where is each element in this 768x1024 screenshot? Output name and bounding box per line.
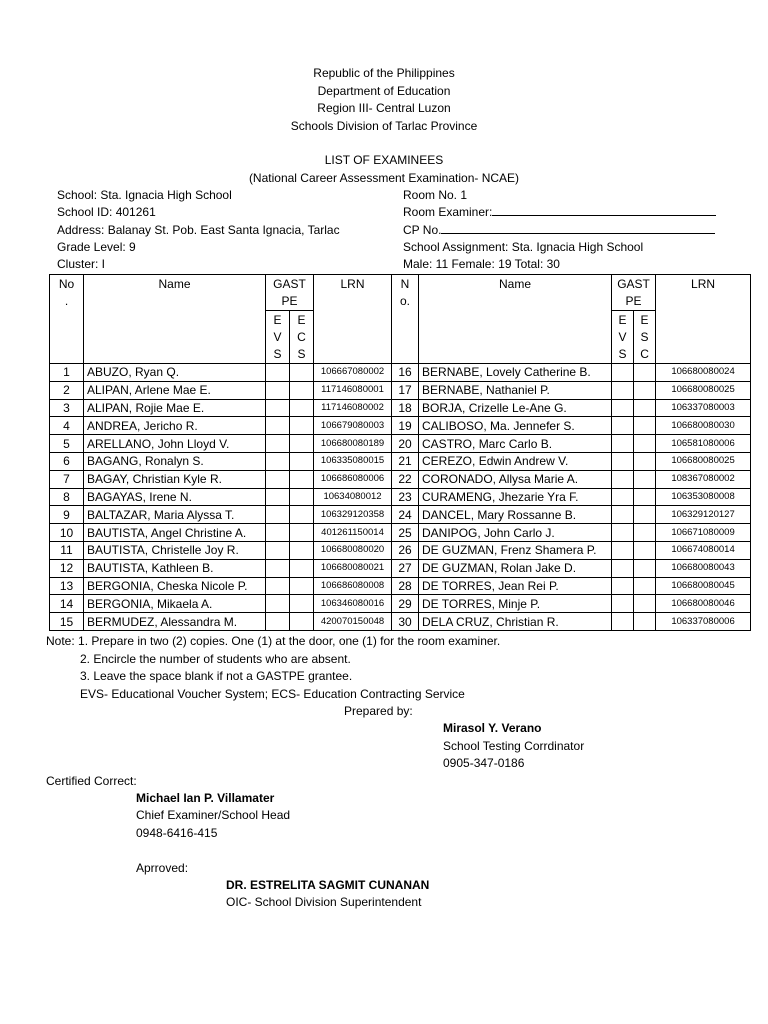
ecs-cell	[634, 381, 656, 399]
examinee-name: CASTRO, Marc Carlo B.	[419, 435, 612, 453]
evs-cell	[612, 399, 634, 417]
prepared-by-role: School Testing Corrdinator	[443, 739, 585, 753]
row-number: 23	[392, 488, 419, 506]
evs-cell	[266, 364, 290, 382]
examinee-name: BAUTISTA, Christelle Joy R.	[84, 541, 266, 559]
evs-cell	[266, 417, 290, 435]
row-number: 4	[50, 417, 84, 435]
header-ecs-left: E C S	[290, 311, 314, 364]
agency-line-deped: Department of Education	[317, 83, 451, 98]
row-number: 3	[50, 399, 84, 417]
ecs-cell	[290, 399, 314, 417]
examinee-name: DE GUZMAN, Frenz Shamera P.	[419, 541, 612, 559]
examinee-name: CURAMENG, Jhezarie Yra F.	[419, 488, 612, 506]
row-number: 6	[50, 452, 84, 470]
lrn-cell: 108367080002	[656, 470, 751, 488]
note-3: 3. Leave the space blank if not a GASTPE grantee.	[80, 669, 353, 683]
evs-cell	[266, 506, 290, 524]
examinee-name: DELA CRUZ, Christian R.	[419, 613, 612, 631]
row-number: 24	[392, 506, 419, 524]
examinee-name: BERGONIA, Cheska Nicole P.	[84, 577, 266, 595]
lrn-cell: 106680080189	[314, 435, 392, 453]
lrn-cell: 106680080043	[656, 559, 751, 577]
header-row-top	[50, 275, 751, 311]
row-number: 14	[50, 595, 84, 613]
table-row	[50, 452, 751, 470]
evs-cell	[612, 559, 634, 577]
note-legend: EVS- Educational Voucher System; ECS- Education Contracting Service	[80, 687, 465, 701]
header-evs-left: E V S	[266, 311, 290, 364]
evs-cell	[266, 541, 290, 559]
table-row	[50, 524, 751, 542]
lrn-cell: 106680080045	[656, 577, 751, 595]
row-number: 8	[50, 488, 84, 506]
table-row	[50, 470, 751, 488]
room-examiner-blank[interactable]	[492, 204, 716, 216]
evs-cell	[266, 613, 290, 631]
ecs-cell	[634, 613, 656, 631]
examinee-name: BERNABE, Nathaniel P.	[419, 381, 612, 399]
school-name: School: Sta. Ignacia High School	[57, 188, 232, 202]
row-number: 29	[392, 595, 419, 613]
row-number: 30	[392, 613, 419, 631]
document-subtitle: (National Career Assessment Examination- NCAE)	[248, 170, 520, 185]
evs-cell	[612, 613, 634, 631]
approved-name: DR. ESTRELITA SAGMIT CUNANAN	[226, 878, 430, 892]
evs-cell	[612, 524, 634, 542]
prepared-by-label: Prepared by:	[344, 704, 413, 718]
row-number: 16	[392, 364, 419, 382]
agency-line-division: Schools Division of Tarlac Province	[290, 118, 478, 133]
examinee-name: BAGAYAS, Irene N.	[84, 488, 266, 506]
table-row	[50, 417, 751, 435]
row-number: 9	[50, 506, 84, 524]
row-number: 18	[392, 399, 419, 417]
examinees-table	[49, 274, 751, 631]
evs-cell	[266, 399, 290, 417]
table-row	[50, 364, 751, 382]
evs-cell	[612, 595, 634, 613]
evs-cell	[612, 381, 634, 399]
examinee-name: ANDREA, Jericho R.	[84, 417, 266, 435]
examinee-name: BAUTISTA, Angel Christine A.	[84, 524, 266, 542]
lrn-cell: 106337080006	[656, 613, 751, 631]
prepared-by-name: Mirasol Y. Verano	[443, 721, 542, 735]
prepared-by-phone: 0905-347-0186	[443, 756, 525, 770]
ecs-cell	[290, 506, 314, 524]
lrn-cell: 106679080003	[314, 417, 392, 435]
examinee-name: BAUTISTA, Kathleen B.	[84, 559, 266, 577]
ecs-cell	[290, 595, 314, 613]
lrn-cell: 106581080006	[656, 435, 751, 453]
examinee-name: BALTAZAR, Maria Alyssa T.	[84, 506, 266, 524]
ecs-cell	[290, 613, 314, 631]
header-name-left: Name	[84, 275, 266, 364]
header-ecs-right: E S C	[634, 311, 656, 364]
room-number: Room No. 1	[403, 188, 468, 202]
ecs-cell	[290, 381, 314, 399]
header-name-right: Name	[419, 275, 612, 364]
ecs-cell	[634, 417, 656, 435]
approved-role: OIC- School Division Superintendent	[226, 895, 422, 909]
row-number: 13	[50, 577, 84, 595]
lrn-cell: 10634080012	[314, 488, 392, 506]
table-row	[50, 613, 751, 631]
evs-cell	[612, 452, 634, 470]
ecs-cell	[290, 488, 314, 506]
row-number: 1	[50, 364, 84, 382]
document-title: LIST OF EXAMINEES	[324, 153, 444, 167]
row-number: 11	[50, 541, 84, 559]
lrn-cell: 106337080003	[656, 399, 751, 417]
info-right	[403, 187, 716, 273]
evs-cell	[266, 577, 290, 595]
evs-cell	[612, 506, 634, 524]
ecs-cell	[290, 364, 314, 382]
row-number: 5	[50, 435, 84, 453]
ecs-cell	[634, 364, 656, 382]
lrn-cell: 106680080030	[656, 417, 751, 435]
ecs-cell	[634, 577, 656, 595]
room-examiner-label: Room Examiner:	[403, 205, 493, 220]
lrn-cell: 106671080009	[656, 524, 751, 542]
lrn-cell: 106680080025	[656, 381, 751, 399]
evs-cell	[266, 524, 290, 542]
table-row	[50, 381, 751, 399]
row-number: 10	[50, 524, 84, 542]
lrn-cell: 106680080025	[656, 452, 751, 470]
examinee-name: BERNABE, Lovely Catherine B.	[419, 364, 612, 382]
evs-cell	[266, 595, 290, 613]
ecs-cell	[634, 452, 656, 470]
lrn-cell: 106674080014	[656, 541, 751, 559]
row-number: 25	[392, 524, 419, 542]
lrn-cell: 106680080046	[656, 595, 751, 613]
lrn-cell: 117146080001	[314, 381, 392, 399]
evs-cell	[612, 577, 634, 595]
certified-role: Chief Examiner/School Head	[136, 808, 291, 822]
examinee-name: DE TORRES, Minje P.	[419, 595, 612, 613]
ecs-cell	[290, 417, 314, 435]
examinee-name: CEREZO, Edwin Andrew V.	[419, 452, 612, 470]
lrn-cell: 106680080020	[314, 541, 392, 559]
table-row	[50, 595, 751, 613]
row-number: 7	[50, 470, 84, 488]
evs-cell	[612, 364, 634, 382]
school-assignment: School Assignment: Sta. Ignacia High School	[403, 239, 644, 254]
table-row	[50, 541, 751, 559]
room-examiner-line	[403, 204, 716, 221]
ecs-cell	[634, 524, 656, 542]
evs-cell	[612, 488, 634, 506]
ecs-cell	[634, 541, 656, 559]
examinee-name: BORJA, Crizelle Le-Ane G.	[419, 399, 612, 417]
header-lrn-left: LRN	[314, 275, 392, 364]
evs-cell	[266, 452, 290, 470]
ecs-cell	[290, 524, 314, 542]
row-number: 21	[392, 452, 419, 470]
row-number: 22	[392, 470, 419, 488]
ecs-cell	[634, 595, 656, 613]
row-number: 28	[392, 577, 419, 595]
row-number: 26	[392, 541, 419, 559]
lrn-cell: 106686080008	[314, 577, 392, 595]
header-evs-right: E V S	[612, 311, 634, 364]
school-address: Address: Balanay St. Pob. East Santa Ignacia, Tarlac	[57, 222, 340, 237]
evs-cell	[266, 488, 290, 506]
header-gastpe-left: GAST PE	[266, 275, 314, 311]
row-number: 27	[392, 559, 419, 577]
examinee-name: ABUZO, Ryan Q.	[84, 364, 266, 382]
note-2: 2. Encircle the number of students who are absent.	[80, 652, 351, 666]
table-row	[50, 506, 751, 524]
evs-cell	[612, 541, 634, 559]
examinee-name: CALIBOSO, Ma. Jennefer S.	[419, 417, 612, 435]
approved-label: Aprroved:	[136, 861, 189, 875]
ecs-cell	[634, 488, 656, 506]
ecs-cell	[290, 470, 314, 488]
lrn-cell: 106686080006	[314, 470, 392, 488]
lrn-cell: 106680080021	[314, 559, 392, 577]
examinee-name: ARELLANO, John Lloyd V.	[84, 435, 266, 453]
note-1: Note: 1. Prepare in two (2) copies. One (1) at the door, one (1) for the room examiner.	[46, 634, 501, 648]
agency-line-region: Region III- Central Luzon	[317, 101, 451, 115]
lrn-cell: 106353080008	[656, 488, 751, 506]
header-no-left: No .	[50, 275, 84, 364]
table-row	[50, 559, 751, 577]
cp-label: CP No.	[403, 222, 442, 237]
grade-level: Grade Level: 9	[57, 239, 136, 254]
table-row	[50, 577, 751, 595]
examinee-name: ALIPAN, Rojie Mae E.	[84, 399, 266, 417]
examinee-name: BERGONIA, Mikaela A.	[84, 595, 266, 613]
lrn-cell: 106667080002	[314, 364, 392, 382]
examinee-name: DE GUZMAN, Rolan Jake D.	[419, 559, 612, 577]
table-row	[50, 435, 751, 453]
examinee-name: BAGANG, Ronalyn S.	[84, 452, 266, 470]
school-id: School ID: 401261	[57, 205, 156, 220]
lrn-cell: 420070150048	[314, 613, 392, 631]
evs-cell	[266, 381, 290, 399]
evs-cell	[612, 417, 634, 435]
agency-line-republic: Republic of the Philippines	[313, 66, 455, 80]
cluster: Cluster: I	[57, 257, 106, 272]
lrn-cell: 106680080024	[656, 364, 751, 382]
evs-cell	[612, 470, 634, 488]
ecs-cell	[290, 577, 314, 595]
ecs-cell	[290, 435, 314, 453]
lrn-cell: 106335080015	[314, 452, 392, 470]
row-number: 2	[50, 381, 84, 399]
examinee-name: CORONADO, Allysa Marie A.	[419, 470, 612, 488]
info-left	[57, 187, 340, 273]
row-number: 12	[50, 559, 84, 577]
certified-name: Michael Ian P. Villamater	[136, 791, 275, 805]
certified-label: Certified Correct:	[46, 774, 137, 788]
examinee-name: BERMUDEZ, Alessandra M.	[84, 613, 266, 631]
ecs-cell	[634, 559, 656, 577]
examinee-name: DE TORRES, Jean Rei P.	[419, 577, 612, 595]
ecs-cell	[290, 559, 314, 577]
lrn-cell: 106329120127	[656, 506, 751, 524]
examinee-name: DANCEL, Mary Rossanne B.	[419, 506, 612, 524]
evs-cell	[266, 470, 290, 488]
lrn-cell: 106346080016	[314, 595, 392, 613]
header-lrn-right: LRN	[656, 275, 751, 364]
lrn-cell: 117146080002	[314, 399, 392, 417]
examinee-rows	[50, 364, 751, 631]
header-gastpe-right: GAST PE	[612, 275, 656, 311]
student-counts: Male: 11 Female: 19 Total: 30	[403, 257, 560, 272]
ecs-cell	[634, 506, 656, 524]
ecs-cell	[634, 435, 656, 453]
row-number: 19	[392, 417, 419, 435]
examinee-name: DANIPOG, John Carlo J.	[419, 524, 612, 542]
ecs-cell	[290, 452, 314, 470]
examinee-name: ALIPAN, Arlene Mae E.	[84, 381, 266, 399]
examinee-name: BAGAY, Christian Kyle R.	[84, 470, 266, 488]
ecs-cell	[634, 470, 656, 488]
table-row	[50, 399, 751, 417]
cp-line	[403, 222, 716, 239]
table-row	[50, 488, 751, 506]
lrn-cell: 106329120358	[314, 506, 392, 524]
evs-cell	[266, 435, 290, 453]
certified-phone: 0948-6416-415	[136, 826, 218, 840]
evs-cell	[612, 435, 634, 453]
ecs-cell	[634, 399, 656, 417]
lrn-cell: 401261150014	[314, 524, 392, 542]
cp-blank[interactable]	[441, 222, 715, 234]
ecs-cell	[290, 541, 314, 559]
evs-cell	[266, 559, 290, 577]
row-number: 20	[392, 435, 419, 453]
header-no-right: N o.	[392, 275, 419, 364]
row-number: 17	[392, 381, 419, 399]
row-number: 15	[50, 613, 84, 631]
